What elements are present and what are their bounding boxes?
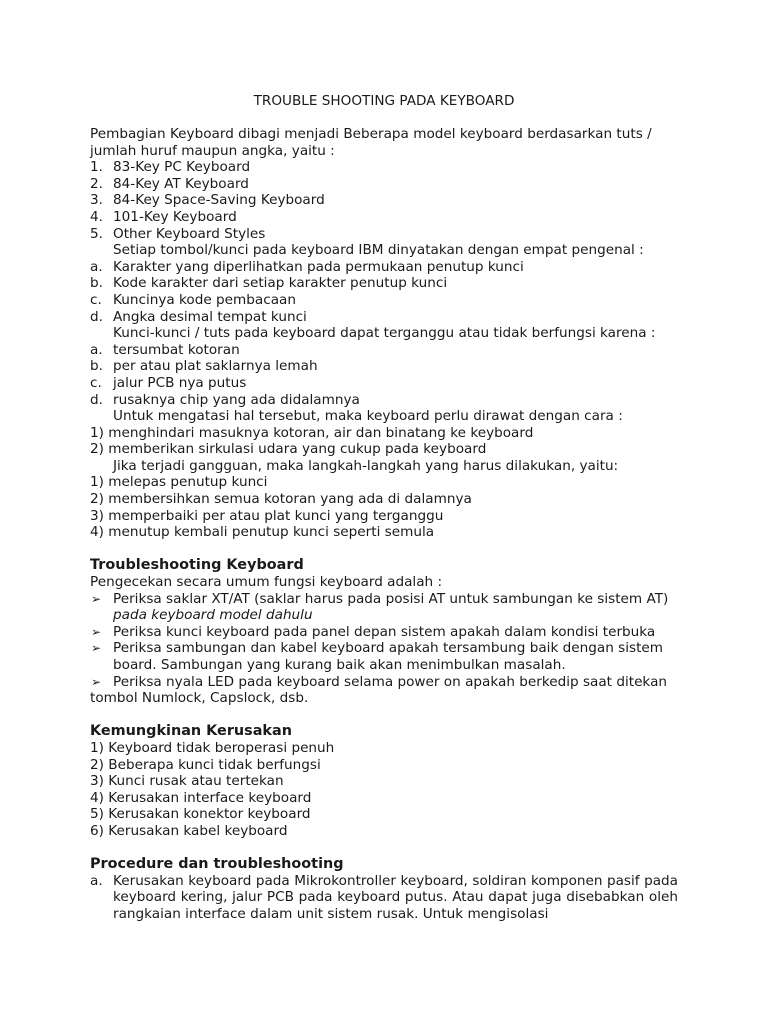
care-intro: Untuk mengatasi hal tersebut, maka keyboard perlu dirawat dengan cara :: [113, 408, 623, 425]
list-item: ➢ Periksa saklar XT/AT (saklar harus pada posisi AT untuk sambungan ke sistem AT) pada keyboard model dahulu: [91, 590, 669, 624]
list-item: ➢ Periksa nyala LED pada keyboard selama power on apakah berkedip saat ditekan: [91, 673, 668, 690]
document-body: [90, 126, 678, 923]
list-item: 4) Kerusakan interface keyboard: [90, 789, 312, 806]
list-item: b. per atau plat saklarnya lemah: [90, 358, 318, 375]
troubleshooting-intro: Pengecekan secara umum fungsi keyboard adalah :: [90, 574, 443, 591]
list-item: 2) membersihkan semua kotoran yang ada di dalamnya: [90, 491, 472, 508]
page-title: TROUBLE SHOOTING PADA KEYBOARD: [253, 93, 515, 109]
list-item: 1. 83-Key PC Keyboard: [90, 159, 251, 176]
ibm-identifier-list: [90, 259, 678, 325]
list-item: 1) Keyboard tidak beroperasi penuh: [90, 739, 335, 756]
list-item: 3) memperbaiki per atau plat kunci yang terganggu: [90, 507, 444, 524]
list-item: 5. Other Keyboard Styles: [90, 225, 266, 242]
list-item: 1) menghindari masuknya kotoran, air dan binatang ke keyboard: [90, 424, 534, 441]
arrow-bullet-icon: ➢: [91, 674, 102, 689]
list-item: c. jalur PCB nya putus: [90, 374, 247, 391]
bullet-continuation: tombol Numlock, Capslock, dsb.: [90, 690, 309, 707]
keyboard-model-list: [90, 159, 678, 242]
repair-step-list: [90, 474, 678, 540]
list-item: 2) memberikan sirkulasi udara yang cukup pada keyboard: [90, 441, 487, 458]
fault-intro: Kunci-kunci / tuts pada keyboard dapat terganggu atau tidak berfungsi karena :: [113, 325, 656, 342]
list-item: 4) menutup kembali penutup kunci seperti semula: [90, 524, 435, 541]
list-item: b. Kode karakter dari setiap karakter penutup kunci: [90, 275, 448, 292]
list-item: d. rusaknya chip yang ada didalamnya: [90, 391, 360, 408]
list-item: 3. 84-Key Space-Saving Keyboard: [90, 192, 325, 209]
damage-list: [90, 740, 678, 840]
intro-line: jumlah huruf maupun angka, yaitu :: [90, 142, 335, 159]
arrow-bullet-icon: ➢: [91, 591, 102, 606]
list-item: ➢ Periksa sambungan dan kabel keyboard apakah tersambung baik dengan sistem board. Sambungan yang kurang baik akan menimbulkan masalah.: [91, 640, 664, 673]
list-item: 5) Kerusakan konektor keyboard: [90, 806, 311, 823]
list-item: 1) melepas penutup kunci: [90, 474, 268, 491]
list-item: a. Kerusakan keyboard pada Mikrokontroller keyboard, soldiran komponen pasif pada keyboard kering, jalur PCB pada keyboard putus. Atau dapat juga disebabkan oleh rangkaian interface dalam unit sistem rusak. Untuk mengisolasi: [90, 872, 678, 922]
fault-cause-list: [90, 342, 678, 408]
intro-line: Pembagian Keyboard dibagi menjadi Beberapa model keyboard berdasarkan tuts /: [90, 126, 652, 142]
list-item: a. tersumbat kotoran: [90, 341, 240, 358]
section-heading-troubleshooting: Troubleshooting Keyboard: [90, 557, 304, 574]
list-item: d. Angka desimal tempat kunci: [90, 308, 307, 325]
list-item: ➢ Periksa kunci keyboard pada panel depan sistem apakah dalam kondisi terbuka: [91, 623, 656, 640]
check-bullet-list: [90, 591, 678, 707]
section-heading-procedure: Procedure dan troubleshooting: [90, 856, 344, 873]
arrow-bullet-icon: ➢: [91, 624, 102, 639]
list-item: a. Karakter yang diperlihatkan pada permukaan penutup kunci: [90, 258, 524, 275]
section-heading-damage: Kemungkinan Kerusakan: [90, 723, 292, 740]
care-list: [90, 425, 678, 458]
list-item: 6) Kerusakan kabel keyboard: [90, 822, 288, 839]
list-item: c. Kuncinya kode pembacaan: [90, 291, 296, 308]
list-item: 3) Kunci rusak atau tertekan: [90, 773, 284, 790]
list-item: 4. 101-Key Keyboard: [90, 208, 237, 225]
procedure-paragraph: Kerusakan keyboard pada Mikrokontroller keyboard, soldiran komponen pasif pada keyboard kering, jalur PCB pada keyboard putus. Atau dapat juga disebabkan oleh rangkaian interface dalam unit sistem rusak. Untuk mengisolasi: [113, 872, 678, 922]
repair-intro: Jika terjadi gangguan, maka langkah-langkah yang harus dilakukan, yaitu:: [113, 457, 619, 474]
arrow-bullet-icon: ➢: [91, 641, 102, 656]
ibm-intro: Setiap tombol/kunci pada keyboard IBM dinyatakan dengan empat pengenal :: [113, 242, 644, 259]
list-item: 2. 84-Key AT Keyboard: [90, 175, 249, 192]
list-item: 2) Beberapa kunci tidak berfungsi: [90, 756, 321, 773]
